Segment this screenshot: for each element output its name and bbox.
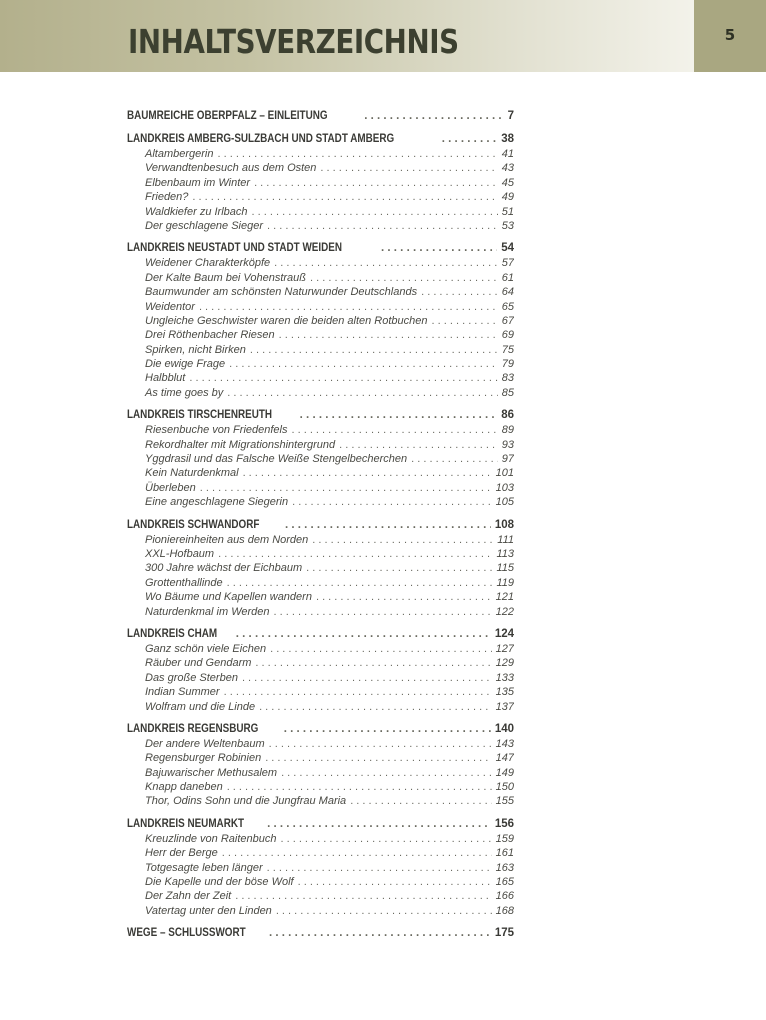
dot-leader [284,721,491,737]
dot-leader [267,219,498,233]
toc-entry-title: Ganz schön viele Eichen [145,642,267,655]
toc-entry-page: 83 [501,372,514,385]
toc-entry-page: 129 [495,657,514,670]
toc-entry-title: Der geschlagene Sieger [145,219,264,232]
toc-entry-page: 113 [496,547,514,560]
toc-entry-title: Yggdrasil und das Falsche Weiße Stengelbecherchen [145,453,408,466]
toc-entry-page: 75 [501,343,514,356]
toc-entry-page: 161 [495,847,514,860]
toc-entry-page: 97 [501,453,514,466]
toc-entry[interactable] [127,271,514,285]
toc-entry[interactable] [127,357,514,371]
toc-heading-label: LANDKREIS SCHWANDORF [127,518,260,531]
toc-entry-page: 115 [496,562,514,575]
toc-entry[interactable] [127,861,514,875]
toc-section [127,517,514,619]
toc-section-heading[interactable] [127,131,514,147]
toc-entry[interactable] [127,737,514,751]
toc-entry-page: 127 [495,642,514,655]
toc-entry-page: 105 [495,496,514,509]
dot-leader [224,685,492,699]
toc-entry-title: Eine angeschlagene Siegerin [145,496,289,509]
toc-entry-page: 61 [501,271,514,284]
toc-entry-page: 101 [495,467,514,480]
dot-leader [227,576,493,590]
toc-entry-title: Der andere Weltenbaum [145,737,265,750]
dot-leader [280,832,491,846]
toc-entry-page: 103 [495,481,514,494]
dot-leader [312,533,493,547]
dot-leader [339,438,498,452]
toc-entry-title: Regensburger Robinien [145,752,262,765]
toc-entry-title: Weidentor [145,300,195,313]
dot-leader [274,605,492,619]
page-number: 5 [724,26,736,44]
dot-leader [217,147,497,161]
toc-entry-title: Riesenbuche von Friedenfels [145,424,288,437]
toc-entry-page: 93 [501,438,514,451]
toc-heading-label: LANDKREIS AMBERG-SULZBACH UND STADT AMBERG [127,133,395,145]
toc-entry-page: 111 [497,533,514,546]
dot-leader [236,626,491,642]
toc-entry-title: Weidener Charakterköpfe [145,257,271,270]
toc-entry-title: Spirken, nicht Birken [145,343,246,356]
toc-entry-page: 163 [495,861,514,874]
toc-entry-title: Vatertag unter den Linden [145,904,272,917]
dot-leader [320,161,497,175]
toc-entry[interactable] [127,300,514,314]
toc-entry[interactable] [127,314,514,328]
dot-leader [227,780,492,794]
dot-leader [421,285,498,299]
toc-entry-page: 49 [501,191,514,204]
dot-leader [189,371,497,385]
dot-leader [279,328,498,342]
toc-entry-title: Totgesagte leben länger [145,861,263,874]
toc-heading-page: 140 [494,722,514,735]
toc-entry[interactable] [127,700,514,714]
toc-section [127,131,514,233]
toc-entry-page: 159 [495,832,514,845]
page-number-box [694,0,766,72]
toc-entry[interactable] [127,495,514,509]
toc-entry-title: Rekordhalter mit Migrationshintergrund [145,438,336,451]
toc-entry-title: Pioniereinheiten aus dem Norden [145,533,309,546]
toc-entry[interactable] [127,590,514,604]
toc-entry-title: Räuber und Gendarm [145,657,252,670]
toc-section-heading[interactable] [127,925,514,941]
dot-leader [255,656,491,670]
toc-entry[interactable] [127,161,514,175]
toc-entry-title: Thor, Odins Sohn und die Jungfrau Maria [145,795,347,808]
toc-entry-title: Ungleiche Geschwister waren die beiden alten Rotbuchen [145,314,428,327]
toc-entry[interactable] [127,466,514,480]
toc-entry-title: Kein Naturdenkmal [145,467,239,480]
dot-leader [200,481,492,495]
toc-entry-page: 65 [501,300,514,313]
toc-entry-title: Verwandtenbesuch aus dem Osten [145,162,317,175]
dot-leader [274,256,498,270]
toc-entry-title: Wo Bäume und Kapellen wandern [145,591,312,604]
toc-entry[interactable] [127,438,514,452]
toc-heading-label: LANDKREIS NEUSTADT UND STADT WEIDEN [127,242,343,255]
dot-leader [300,407,498,423]
toc-entry[interactable] [127,904,514,918]
toc-entry[interactable] [127,605,514,619]
toc-entry-page: 85 [501,386,514,399]
dot-leader [291,423,497,437]
dot-leader [199,300,498,314]
toc-entry[interactable] [127,452,514,466]
toc-heading-page: 124 [494,627,514,640]
dot-leader [250,343,498,357]
toc-section-heading[interactable] [127,240,514,256]
toc-entry[interactable] [127,875,514,889]
toc-entry[interactable] [127,780,514,794]
dot-leader [265,751,491,765]
toc-entry-title: Naturdenkmal im Werden [145,605,270,618]
dot-leader [411,452,498,466]
toc-entry-title: Der Zahn der Zeit [145,890,232,903]
toc-entry-title: Altambergerin [145,148,214,160]
toc-heading-page: 54 [501,242,514,255]
toc-entry[interactable] [127,832,514,846]
toc-section [127,816,514,918]
page-title: INHALTSVERZEICHNIS [128,22,459,61]
toc-entry[interactable] [127,176,514,190]
toc-entry-title: Drei Röthenbacher Riesen [145,329,275,342]
dot-leader [432,314,498,328]
toc-entry[interactable] [127,285,514,299]
toc-entry[interactable] [127,147,514,161]
toc-entry-title: As time goes by [145,386,224,399]
toc-entry-page: 122 [495,605,514,618]
dot-leader [292,495,492,509]
toc-entry[interactable] [127,889,514,903]
toc-section-heading[interactable] [127,407,514,423]
toc-entry[interactable] [127,256,514,270]
toc-entry-title: Die Kapelle und der böse Wolf [145,876,294,889]
toc-entry-page: 64 [501,286,514,299]
toc-entry-page: 147 [495,752,514,765]
dot-leader [235,889,491,903]
dot-leader [227,386,497,400]
toc-entry-title: 300 Jahre wächst der Eichbaum [145,562,303,575]
toc-entry-title: Der Kalte Baum bei Vohenstrauß [145,271,307,284]
toc-entry[interactable] [127,671,514,685]
toc-entry-title: Frieden? [145,191,189,204]
dot-leader [310,271,498,285]
toc-entry-title: Kreuzlinde von Raitenbuch [145,832,277,845]
toc-entry-title: Grottenthallinde [145,576,223,589]
dot-leader [267,816,491,832]
toc-entry[interactable] [127,561,514,575]
toc-entry-page: 53 [501,219,514,232]
toc-entry[interactable] [127,576,514,590]
dot-leader [364,108,503,124]
toc-heading-page: 7 [507,110,514,122]
toc-entry-page: 143 [495,737,514,750]
toc-entry-title: Wolfram und die Linde [145,700,256,713]
toc-entry-title: Überleben [145,481,196,494]
toc-section-heading[interactable] [127,816,514,832]
toc-entry-page: 79 [501,358,514,371]
toc-entry-page: 41 [501,148,514,160]
toc-section-heading[interactable] [127,626,514,642]
toc-entry-page: 121 [495,591,514,604]
dot-leader [252,205,498,219]
dot-leader [254,176,498,190]
toc-entry[interactable] [127,386,514,400]
toc-section [127,108,514,124]
dot-leader [269,925,491,941]
dot-leader [298,875,492,889]
toc-heading-label: LANDKREIS TIRSCHENREUTH [127,409,273,422]
toc-entry[interactable] [127,533,514,547]
toc-entry[interactable] [127,205,514,219]
dot-leader [306,561,492,575]
toc-entry-page: 45 [501,176,514,189]
toc-entry-page: 150 [495,781,514,794]
dot-leader [192,190,497,204]
toc-entry[interactable] [127,343,514,357]
toc-heading-label: LANDKREIS CHAM [127,627,218,640]
toc-heading-label: WEGE – SCHLUSSWORT [127,927,246,940]
toc-entry-page: 43 [501,162,514,175]
toc-entry-page: 57 [501,257,514,270]
toc-entry-page: 69 [501,329,514,342]
dot-leader [270,642,492,656]
dot-leader [269,737,492,751]
toc-entry-page: 119 [496,576,514,589]
toc-entry-page: 168 [495,904,514,917]
dot-leader [218,547,492,561]
toc-entry[interactable] [127,219,514,233]
toc-entry[interactable] [127,371,514,385]
toc-heading-label: LANDKREIS NEUMARKT [127,817,245,830]
dot-leader [222,846,492,860]
toc-heading-page: 156 [494,817,514,830]
toc-heading-page: 108 [494,518,514,531]
toc-entry-page: 166 [495,890,514,903]
toc-section-heading[interactable] [127,721,514,737]
toc-entry[interactable] [127,751,514,765]
toc-entry-page: 51 [501,205,514,218]
dot-leader [276,904,492,918]
toc-entry-page: 67 [501,314,514,327]
toc-heading-label: BAUMREICHE OBERPFALZ – EINLEITUNG [127,110,328,122]
dot-leader [442,131,498,147]
toc-entry-page: 135 [495,686,514,699]
toc-heading-page: 175 [494,927,514,940]
toc-entry-title: Das große Sterben [145,671,238,684]
toc-entry[interactable] [127,794,514,808]
toc-entry-title: Baumwunder am schönsten Naturwunder Deutschlands [145,286,418,299]
toc-entry-title: Waldkiefer zu Irlbach [145,205,248,218]
toc-entry-page: 89 [501,424,514,437]
table-of-contents [127,108,514,948]
toc-heading-page: 86 [501,409,514,422]
toc-entry-title: Herr der Berge [145,847,218,860]
toc-entry-page: 133 [495,671,514,684]
toc-entry[interactable] [127,685,514,699]
toc-entry[interactable] [127,328,514,342]
toc-entry-title: Elbenbaum im Winter [145,176,251,189]
dot-leader [285,517,491,533]
toc-section-heading[interactable] [127,108,514,124]
toc-section [127,626,514,714]
toc-entry-title: Knapp daneben [145,781,223,794]
toc-entry-page: 165 [495,876,514,889]
toc-entry[interactable] [127,190,514,204]
dot-leader [243,466,492,480]
toc-section [127,240,514,400]
toc-entry[interactable] [127,481,514,495]
toc-entry[interactable] [127,656,514,670]
toc-section [127,407,514,509]
dot-leader [281,766,492,780]
toc-entry-title: Halbblut [145,372,186,385]
toc-entry[interactable] [127,642,514,656]
toc-entry-page: 149 [495,766,514,779]
toc-entry-title: XXL-Hofbaum [145,547,215,560]
toc-entry-page: 137 [495,700,514,713]
dot-leader [259,700,492,714]
toc-section-heading[interactable] [127,517,514,533]
toc-entry-title: Bajuwarischer Methusalem [145,766,278,779]
toc-section [127,721,514,809]
dot-leader [350,794,491,808]
toc-entry[interactable] [127,846,514,860]
dot-leader [267,861,492,875]
dot-leader [381,240,497,256]
toc-entry-page: 155 [495,795,514,808]
dot-leader [316,590,492,604]
toc-entry[interactable] [127,423,514,437]
toc-heading-label: LANDKREIS REGENSBURG [127,722,259,735]
toc-entry[interactable] [127,547,514,561]
toc-entry[interactable] [127,766,514,780]
dot-leader [229,357,498,371]
dot-leader [242,671,492,685]
toc-entry-title: Indian Summer [145,686,220,699]
toc-entry-title: Die ewige Frage [145,358,226,371]
toc-section [127,925,514,941]
toc-heading-page: 38 [501,133,514,145]
